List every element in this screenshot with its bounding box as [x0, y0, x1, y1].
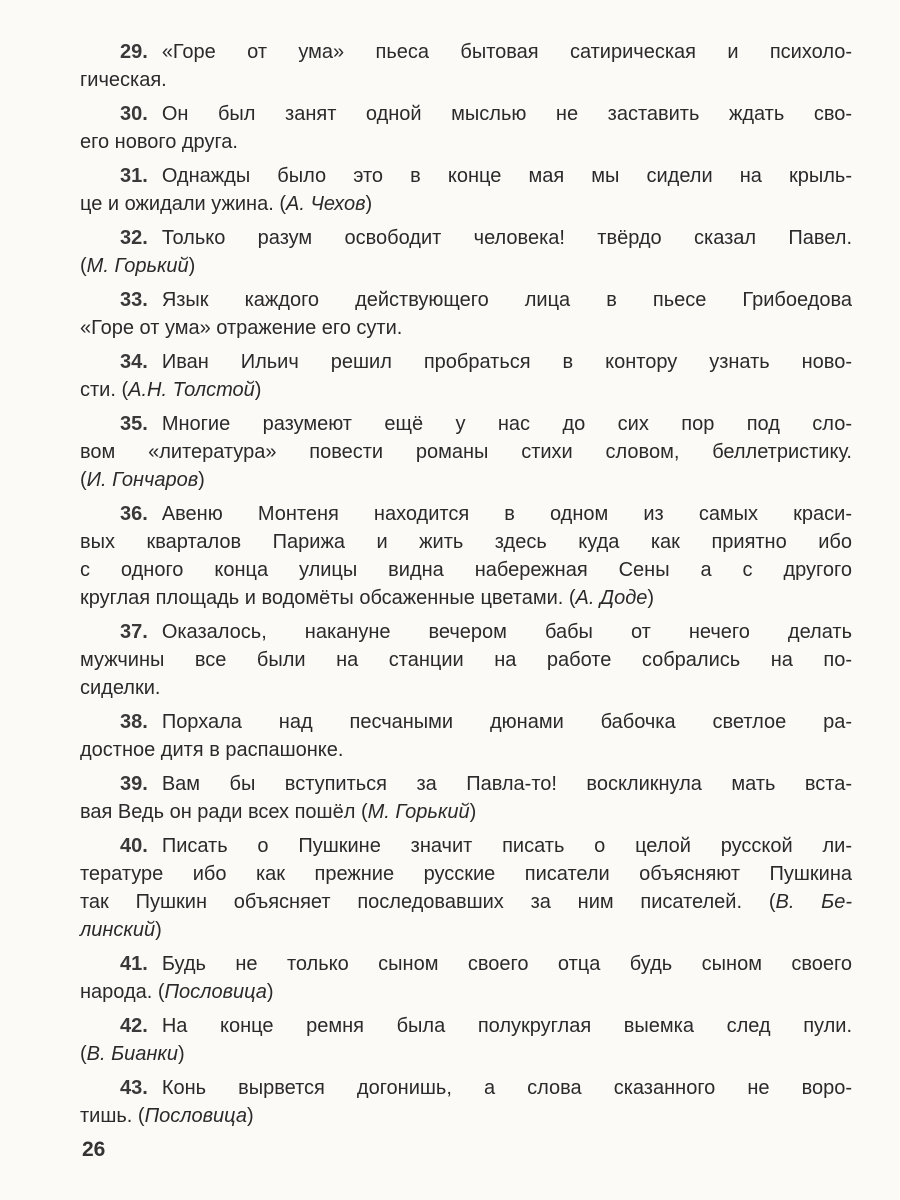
- exercise-item: [80, 162, 852, 218]
- text-line: [80, 584, 852, 612]
- text-line: [80, 376, 852, 404]
- sentence-text: круглая площадь и водомёты обсаженные цветами. (: [80, 587, 576, 609]
- sentence-text: так Пушкин объясняет последовавших за ним писателей. (: [80, 891, 776, 913]
- exercise-item: [80, 38, 852, 94]
- sentence-text: его нового друга.: [80, 131, 238, 153]
- text-line: [80, 888, 852, 916]
- sentence-text: вых кварталов Парижа и жить здесь куда как приятно ибо: [80, 531, 852, 553]
- sentence-text: тературе ибо как прежние русские писатели объясняют Пушкина: [80, 863, 852, 885]
- text-line: [80, 736, 852, 764]
- sentence-text: ): [177, 1043, 185, 1065]
- sentence-text: Иван Ильич решил пробраться в контору узнать ново-: [161, 351, 852, 373]
- author-citation: А. Чехов: [286, 193, 366, 215]
- text-line: [80, 190, 852, 218]
- text-line: [80, 38, 852, 66]
- text-line: [80, 286, 852, 314]
- exercise-item: [80, 348, 852, 404]
- exercise-item: [80, 500, 852, 612]
- text-line: [80, 1074, 852, 1102]
- author-citation: В. Бе-: [775, 891, 852, 913]
- sentence-text: (: [80, 1043, 87, 1065]
- sentence-text: Порхала над песчаными дюнами бабочка светлое ра-: [161, 711, 852, 733]
- sentence-text: сти. (: [80, 379, 129, 401]
- sentence-text: Однажды было это в конце мая мы сидели на крыль-: [161, 165, 852, 187]
- text-line: [80, 128, 852, 156]
- exercise-item: [80, 950, 852, 1006]
- text-line: [80, 348, 852, 376]
- text-line: [80, 314, 852, 342]
- exercise-item: [80, 708, 852, 764]
- sentence-text: ): [365, 193, 373, 215]
- text-line: [80, 100, 852, 128]
- exercise-item: [80, 832, 852, 944]
- sentence-text: ): [469, 801, 477, 823]
- text-line: [80, 438, 852, 466]
- text-line: [80, 162, 852, 190]
- sentence-text: ): [155, 919, 162, 941]
- text-line: [80, 916, 852, 944]
- sentence-text: Будь не только сыном своего отца будь сыном своего: [161, 953, 852, 975]
- sentence-text: Авеню Монтеня находится в одном из самых краси-: [161, 503, 852, 525]
- text-line: [80, 528, 852, 556]
- sentence-text: Оказалось, накануне вечером бабы от нечего делать: [161, 621, 852, 643]
- exercise-number: 29.: [120, 41, 148, 63]
- sentence-text: с одного конца улицы видна набережная Сены а с другого: [80, 559, 852, 581]
- author-citation: М. Горький: [86, 255, 189, 277]
- exercise-number: 41.: [120, 953, 148, 975]
- sentence-text: ): [198, 469, 205, 491]
- text-line: [80, 1040, 852, 1068]
- author-citation: М. Горький: [367, 801, 470, 823]
- sentence-text: вом «литература» повести романы стихи словом, беллетристику.: [80, 441, 852, 463]
- text-line: [80, 252, 852, 280]
- exercise-number: 33.: [120, 289, 148, 311]
- exercise-item: [80, 1012, 852, 1068]
- exercise-number: 30.: [120, 103, 148, 125]
- text-line: [80, 556, 852, 584]
- exercise-number: 32.: [120, 227, 148, 249]
- text-line: [80, 466, 852, 494]
- text-line: [80, 674, 852, 702]
- text-line: [80, 1102, 852, 1130]
- author-citation: А.Н. Толстой: [128, 379, 255, 401]
- exercise-item: [80, 100, 852, 156]
- sentence-text: Только разум освободит человека! твёрдо сказал Павел.: [161, 227, 852, 249]
- sentence-text: вая Ведь он ради всех пошёл (: [80, 801, 368, 823]
- text-line: [80, 646, 852, 674]
- exercise-number: 38.: [120, 711, 148, 733]
- sentence-text: Конь вырвется догонишь, а слова сказанного не воро-: [161, 1077, 852, 1099]
- sentence-text: Писать о Пушкине значит писать о целой русской ли-: [161, 835, 852, 857]
- exercise-item: [80, 618, 852, 702]
- sentence-text: мужчины все были на станции на работе собрались на по-: [80, 649, 852, 671]
- exercise-number: 36.: [120, 503, 148, 525]
- page-number: 26: [82, 1138, 106, 1161]
- text-line: [80, 224, 852, 252]
- sentence-text: (: [80, 255, 87, 277]
- author-citation: В. Бианки: [86, 1043, 178, 1065]
- author-citation: Пословица: [144, 1105, 247, 1127]
- exercise-item: [80, 410, 852, 494]
- sentence-text: (: [80, 469, 87, 491]
- sentence-text: ): [647, 587, 655, 609]
- exercise-number: 34.: [120, 351, 148, 373]
- sentence-text: Вам бы вступиться за Павла-то! воскликнула мать вста-: [161, 773, 852, 795]
- text-line: [80, 978, 852, 1006]
- text-line: [80, 832, 852, 860]
- text-line: [80, 500, 852, 528]
- exercise-list: [80, 38, 852, 1136]
- sentence-text: ): [266, 981, 274, 1003]
- sentence-text: ): [246, 1105, 254, 1127]
- exercise-number: 40.: [120, 835, 148, 857]
- exercise-number: 42.: [120, 1015, 148, 1037]
- exercise-item: [80, 1074, 852, 1130]
- sentence-text: Он был занят одной мыслью не заставить ждать сво-: [161, 103, 852, 125]
- exercise-item: [80, 224, 852, 280]
- exercise-number: 35.: [120, 413, 148, 435]
- exercise-item: [80, 286, 852, 342]
- text-line: [80, 410, 852, 438]
- text-line: [80, 1012, 852, 1040]
- sentence-text: тишь. (: [80, 1105, 145, 1127]
- author-citation: линский: [80, 919, 156, 941]
- sentence-text: народа. (: [80, 981, 165, 1003]
- exercise-number: 39.: [120, 773, 148, 795]
- exercise-number: 37.: [120, 621, 148, 643]
- text-line: [80, 66, 852, 94]
- sentence-text: На конце ремня была полукруглая выемка след пули.: [161, 1015, 852, 1037]
- sentence-text: «Горе от ума» отражение его сути.: [80, 317, 403, 339]
- sentence-text: Многие разумеют ещё у нас до сих пор под сло-: [161, 413, 852, 435]
- exercise-number: 43.: [120, 1077, 148, 1099]
- author-citation: А. Доде: [575, 587, 648, 609]
- sentence-text: гическая.: [80, 69, 167, 91]
- sentence-text: ): [188, 255, 196, 277]
- text-line: [80, 618, 852, 646]
- sentence-text: сиделки.: [80, 677, 161, 699]
- sentence-text: Язык каждого действующего лица в пьесе Грибоедова: [161, 289, 852, 311]
- text-line: [80, 798, 852, 826]
- sentence-text: це и ожидали ужина. (: [80, 193, 286, 215]
- text-line: [80, 860, 852, 888]
- sentence-text: ): [254, 379, 262, 401]
- author-citation: Пословица: [164, 981, 267, 1003]
- text-line: [80, 770, 852, 798]
- text-line: [80, 708, 852, 736]
- text-line: [80, 950, 852, 978]
- sentence-text: достное дитя в распашонке.: [80, 739, 344, 761]
- exercise-number: 31.: [120, 165, 148, 187]
- sentence-text: «Горе от ума» пьеса бытовая сатирическая и психоло-: [161, 41, 852, 63]
- exercise-item: [80, 770, 852, 826]
- author-citation: И. Гончаров: [86, 469, 199, 491]
